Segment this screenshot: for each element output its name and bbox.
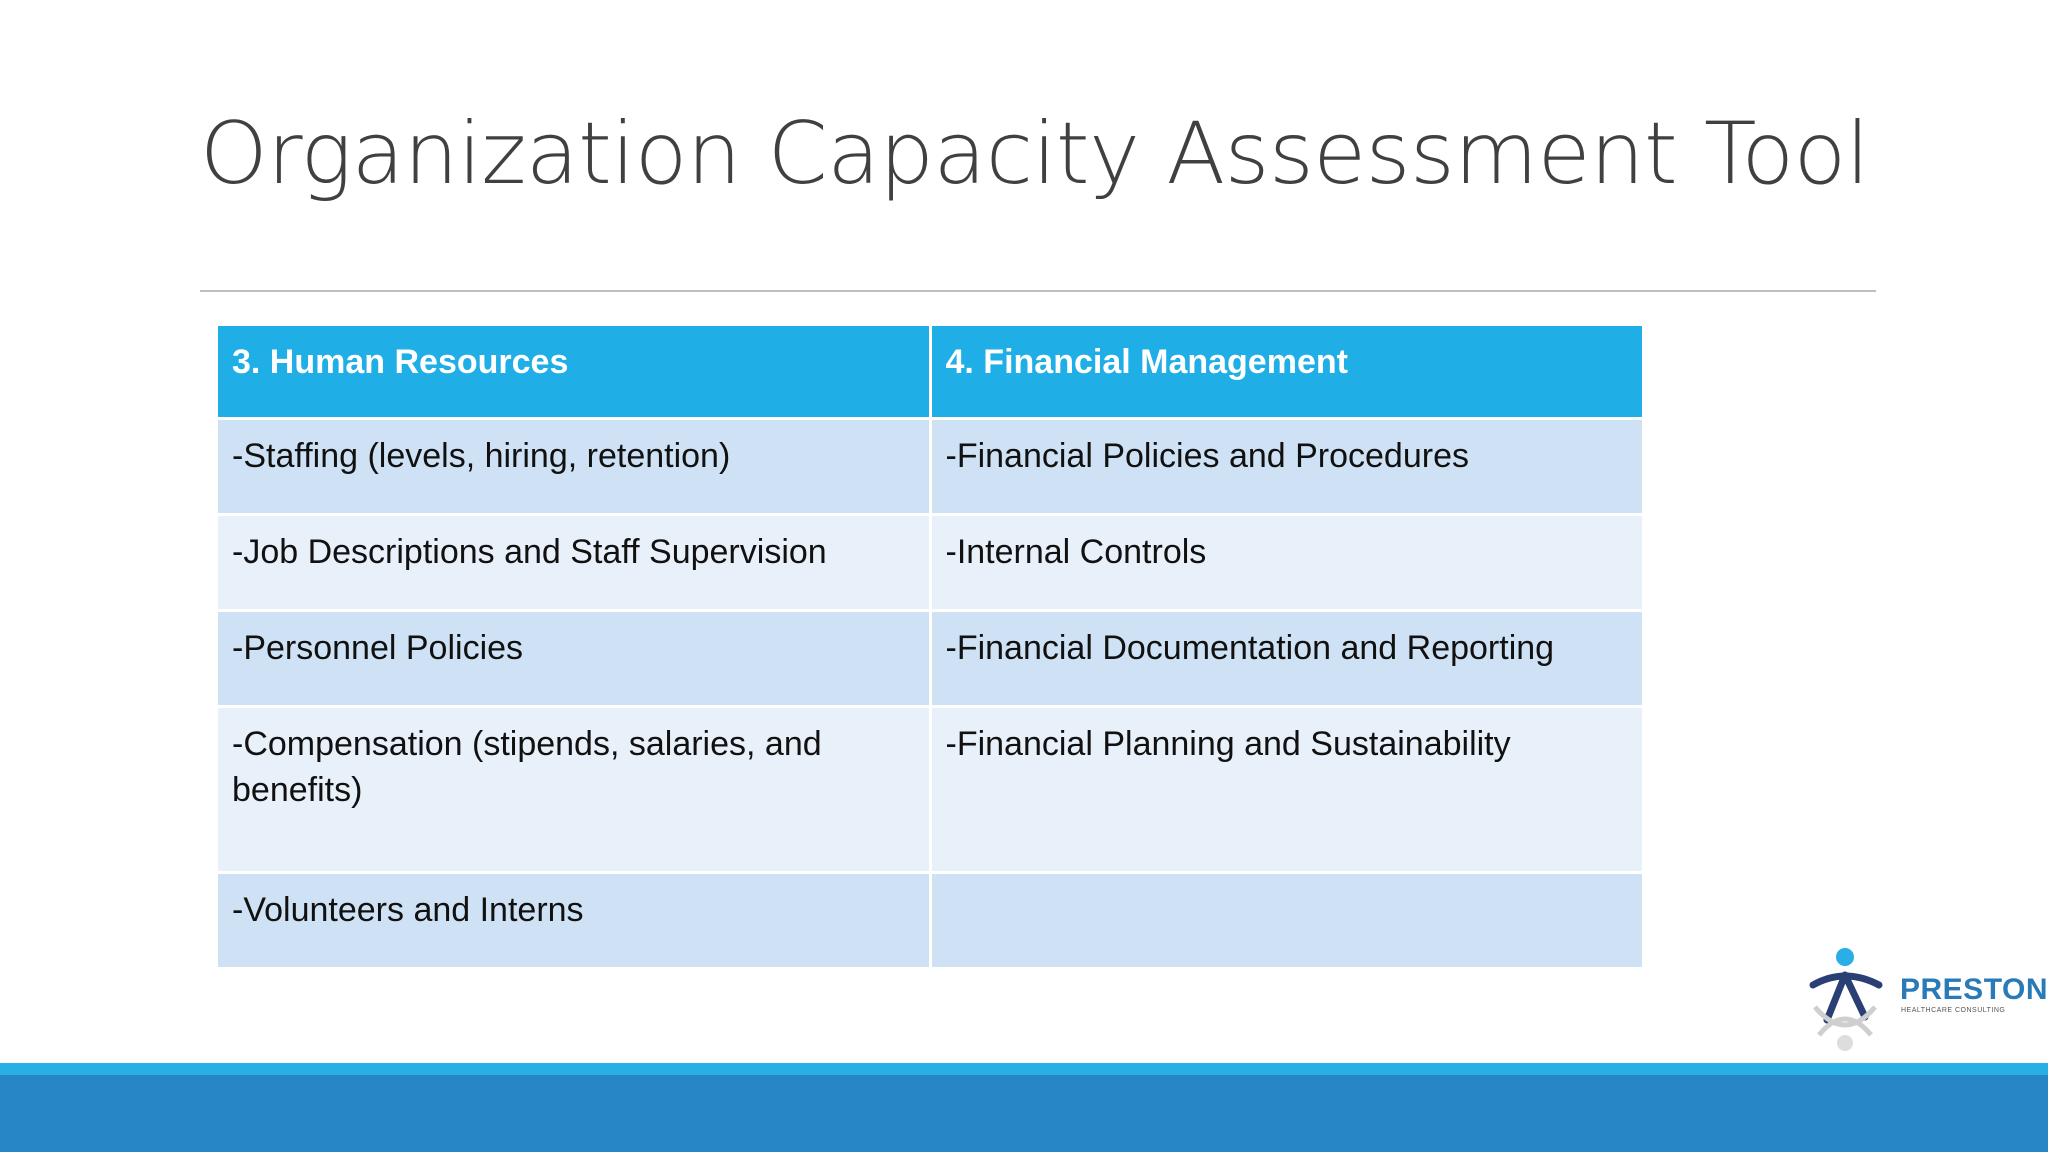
table-row (218, 612, 1642, 705)
logo-wordmark: PRESTON (1900, 973, 2048, 1006)
table-cell: -Internal Controls (932, 516, 1643, 609)
table-row (218, 874, 1642, 967)
table-cell (932, 874, 1643, 967)
title-divider (200, 290, 1876, 292)
footer-accent-stripe (0, 1063, 2048, 1075)
table-cell: -Financial Documentation and Reporting (932, 612, 1643, 705)
table-cell: -Financial Policies and Procedures (932, 420, 1643, 513)
header-financial-management: 4. Financial Management (932, 326, 1643, 417)
table-cell: -Job Descriptions and Staff Supervision (218, 516, 929, 609)
table-row (218, 420, 1642, 513)
table-cell: -Staffing (levels, hiring, retention) (218, 420, 929, 513)
header-human-resources: 3. Human Resources (218, 326, 929, 417)
table-cell: -Personnel Policies (218, 612, 929, 705)
slide-title: Organization Capacity Assessment Tool (200, 104, 1870, 204)
table-row (218, 708, 1642, 871)
assessment-table (215, 323, 1645, 970)
footer-band (0, 1075, 2048, 1152)
table-cell: -Volunteers and Interns (218, 874, 929, 967)
table-cell: -Financial Planning and Sustainability (932, 708, 1643, 871)
logo-tagline: HEALTHCARE CONSULTING (1901, 1007, 2006, 1014)
preston-logo (1805, 945, 2048, 1055)
table-row (218, 516, 1642, 609)
table-header-row (218, 326, 1642, 417)
table-cell: -Compensation (stipends, salaries, and benefits) (218, 708, 929, 871)
person-figure-icon (1805, 945, 1895, 1055)
